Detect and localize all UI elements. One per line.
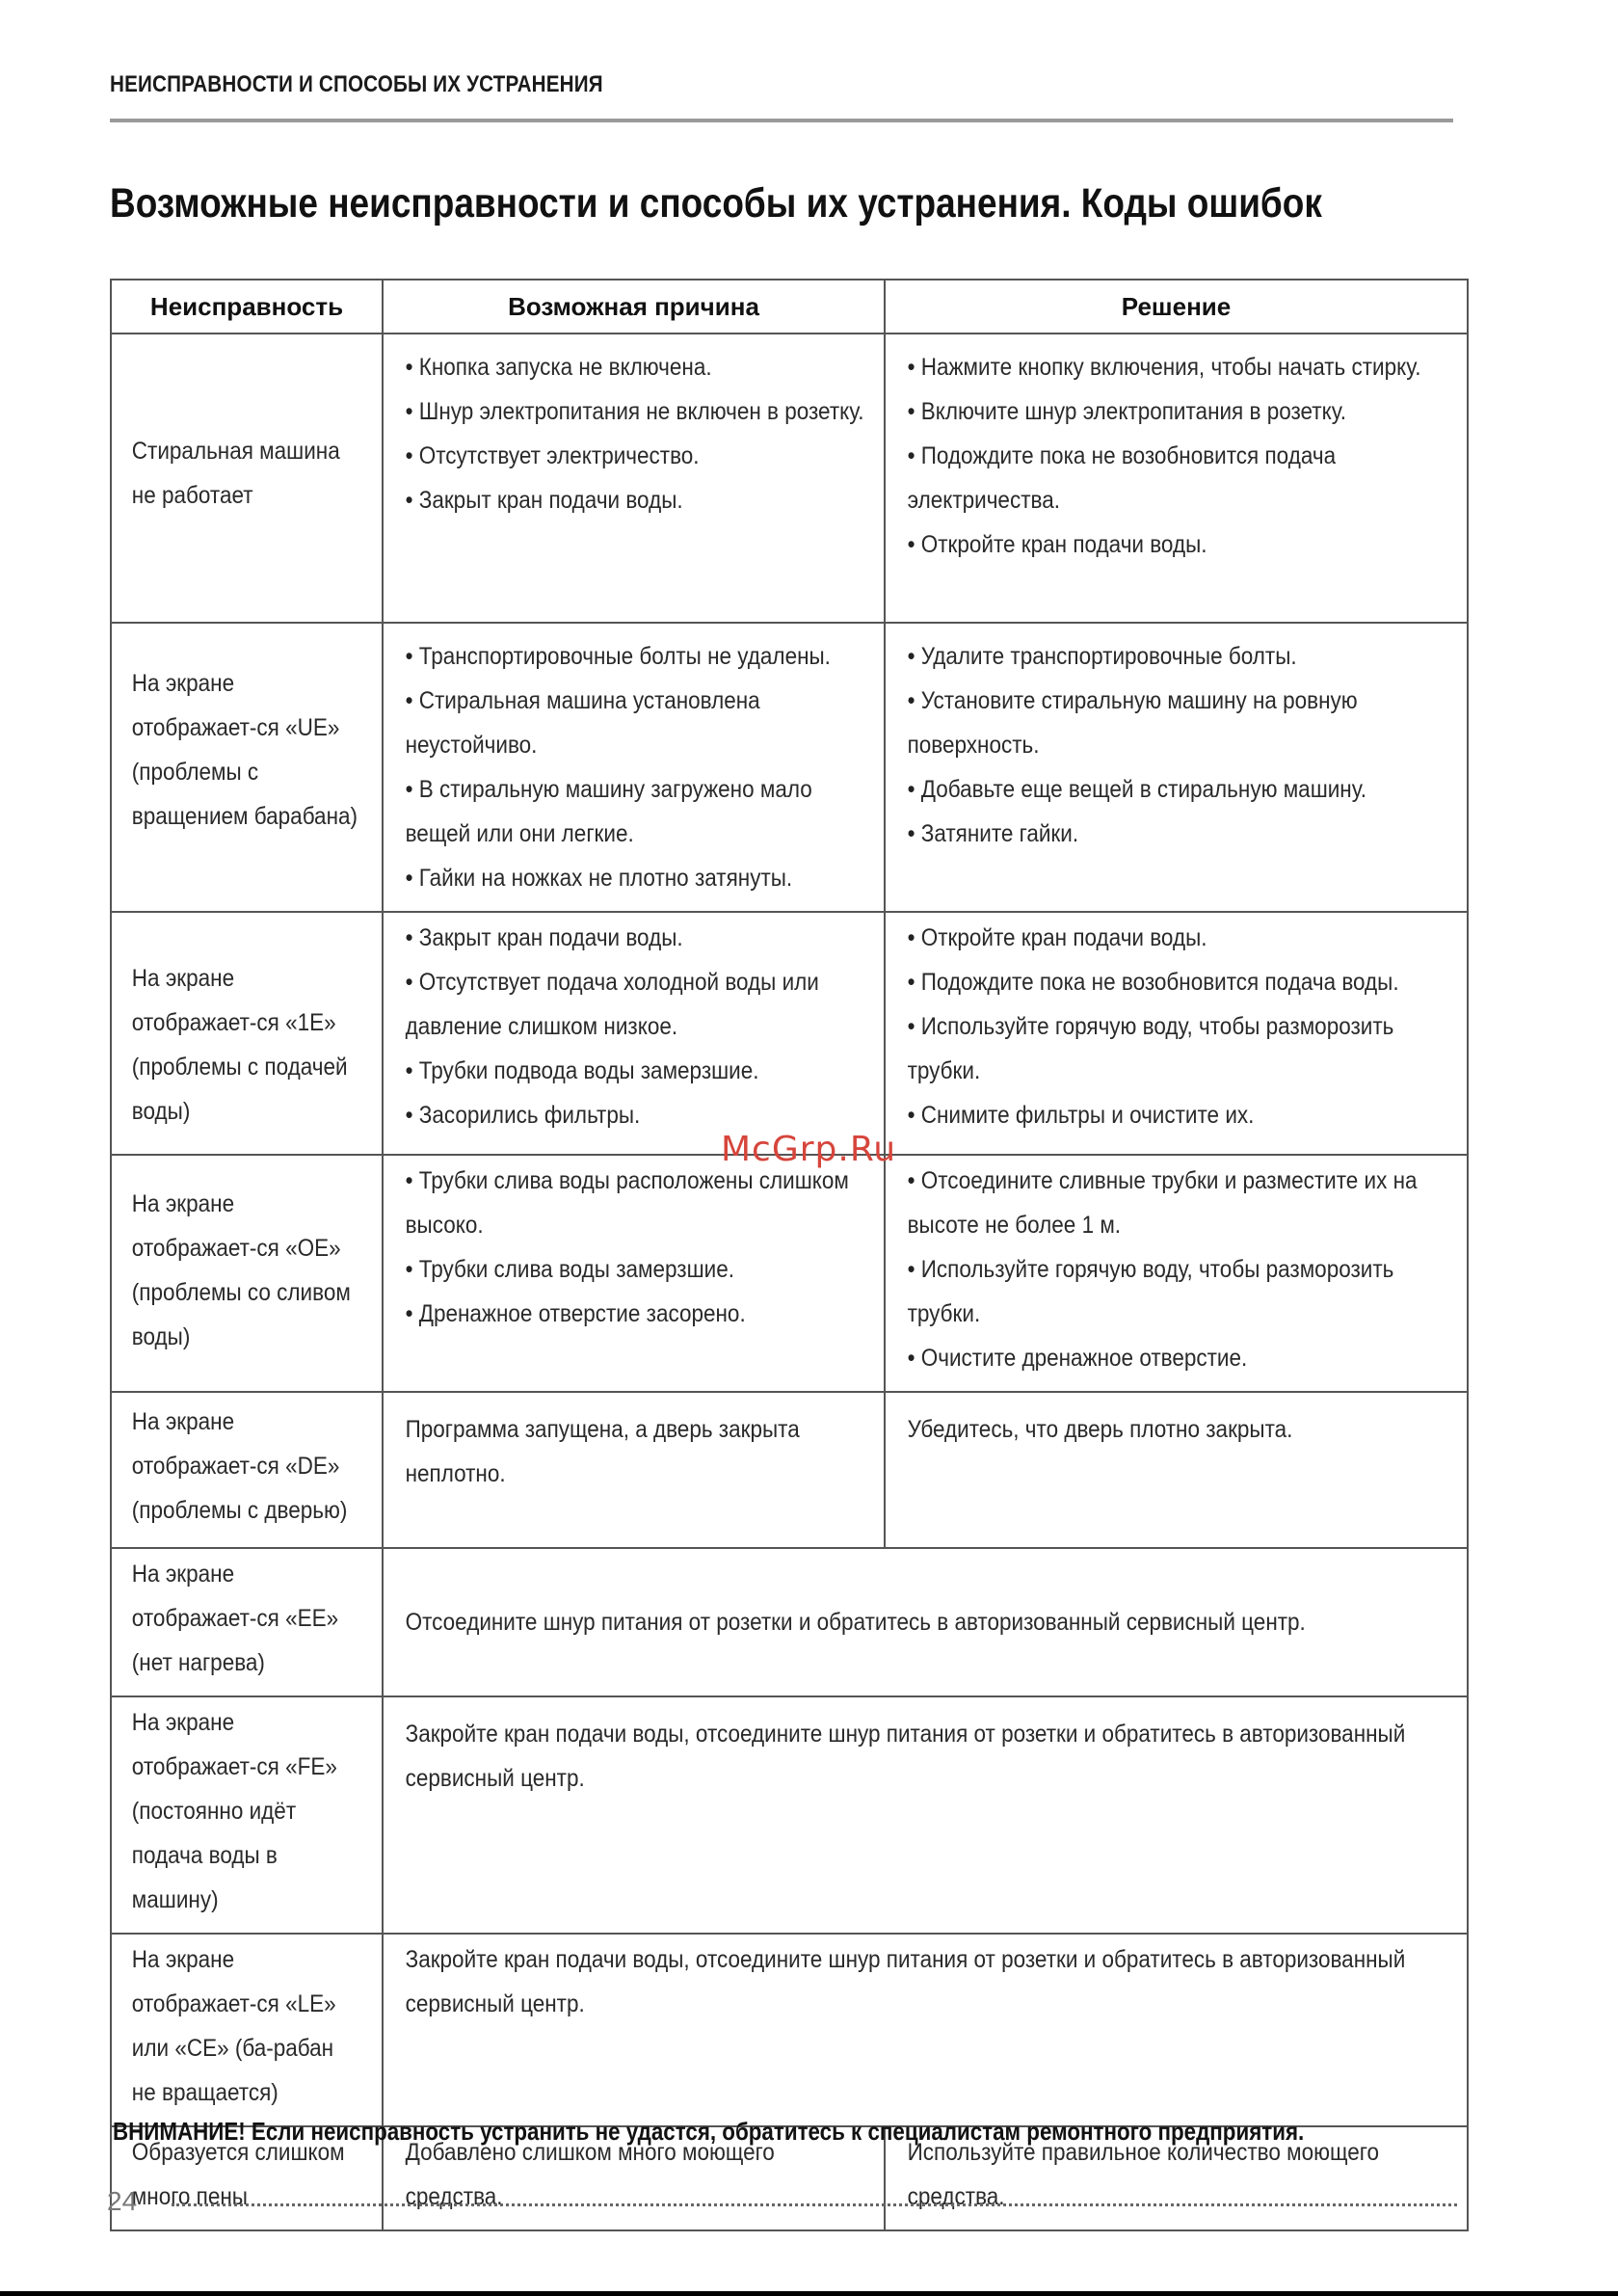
page-title: Возможные неисправности и способы их устранения. Коды ошибок <box>110 180 1322 227</box>
cause-cell <box>383 623 885 912</box>
solution-item: • Используйте горячую воду, чтобы разморозить трубки. <box>908 1247 1448 1336</box>
footer-dotted-line <box>172 2203 1457 2206</box>
table-row <box>111 1548 1468 1696</box>
fault-cell <box>111 912 383 1155</box>
solution-cell <box>885 334 1468 623</box>
fault-cell <box>111 1548 383 1696</box>
solution-cell <box>885 1392 1468 1548</box>
solution-cell <box>885 623 1468 912</box>
cause-item: • Отсутствует подача холодной воды или давление слишком низкое. <box>406 960 865 1049</box>
solution-text: Используйте правильное количество моющего средства. <box>907 2139 1379 2210</box>
cause-item: • Засорились фильтры. <box>406 1093 865 1137</box>
cause-text: Добавлено слишком много моющего средства. <box>405 2139 775 2210</box>
cause-item: • Трубки слива воды замерзшие. <box>406 1247 865 1292</box>
cause-item: • Закрыт кран подачи воды. <box>406 478 865 522</box>
fault-text: На экране отображает-ся «OE» (проблемы со сливом воды) <box>131 1190 351 1350</box>
page-number: 24 <box>107 2186 138 2216</box>
merged-text: Отсоедините шнур питания от розетки и обратитесь в авторизованный сервисный центр. <box>405 1609 1306 1636</box>
troubleshooting-table <box>110 279 1469 2231</box>
cause-text: Программа запущена, а дверь закрыта неплотно. <box>405 1416 800 1487</box>
solution-item: • Очистите дренажное отверстие. <box>908 1336 1448 1380</box>
merged-solution-cell <box>383 1548 1468 1696</box>
solution-item: • Отсоедините сливные трубки и разместите их на высоте не более 1 м. <box>908 1159 1448 1247</box>
solution-cell <box>885 912 1468 1155</box>
cause-item: • Трубки слива воды расположены слишком высоко. <box>406 1159 865 1247</box>
bottom-edge-bar <box>0 2291 1618 2296</box>
merged-text: Закройте кран подачи воды, отсоедините шнур питания от розетки и обратитесь в авторизованный сервисный центр. <box>405 1721 1406 1792</box>
cause-item: • В стиральную машину загружено мало вещей или они легкие. <box>406 767 865 856</box>
cause-item: • Транспортировочные болты не удалены. <box>406 634 865 679</box>
fault-text: На экране отображает-ся «EE» (нет нагрева) <box>131 1561 339 1676</box>
warning-note: ВНИМАНИЕ! Если неисправность устранить не удастся, обратитесь к специалистам ремонтного предприятия. <box>113 2117 1305 2146</box>
fault-text: На экране отображает-ся «UE» (проблемы с вращением барабана) <box>131 670 358 830</box>
merged-solution-cell <box>383 1696 1468 1934</box>
merged-text: Закройте кран подачи воды, отсоедините шнур питания от розетки и обратитесь в авторизованный сервисный центр. <box>405 1946 1406 2017</box>
solution-item: • Снимите фильтры и очистите их. <box>908 1093 1448 1137</box>
fault-text: На экране отображает-ся «DE» (проблемы с дверью) <box>131 1408 348 1524</box>
solution-item: • Подождите пока не возобновится подача воды. <box>908 960 1448 1004</box>
fault-cell <box>111 1696 383 1934</box>
cause-item: • Трубки подвода воды замерзшие. <box>406 1049 865 1093</box>
fault-cell <box>111 623 383 912</box>
solution-item: • Затяните гайки. <box>908 812 1448 856</box>
merged-solution-cell <box>383 1934 1468 2126</box>
cause-item: • Отсутствует электричество. <box>406 434 865 478</box>
cause-cell <box>383 1155 885 1392</box>
solution-item: • Нажмите кнопку включения, чтобы начать стирку. <box>908 345 1448 389</box>
solution-item: • Используйте горячую воду, чтобы разморозить трубки. <box>908 1004 1448 1093</box>
solution-text: Убедитесь, что дверь плотно закрыта. <box>907 1416 1293 1443</box>
column-header-solution: Решение <box>885 280 1468 334</box>
table-row <box>111 623 1468 912</box>
watermark: McGrp.Ru <box>721 1130 897 1169</box>
solution-item: • Подождите пока не возобновится подача электричества. <box>908 434 1448 522</box>
cause-cell <box>383 912 885 1155</box>
fault-cell <box>111 1392 383 1548</box>
solution-item: • Установите стиральную машину на ровную поверхность. <box>908 679 1448 767</box>
cause-item: • Стиральная машина установлена неустойчиво. <box>406 679 865 767</box>
cause-item: • Шнур электропитания не включен в розетку. <box>406 389 865 434</box>
fault-cell <box>111 334 383 623</box>
header-divider <box>110 119 1453 122</box>
fault-text: Стиральная машина не работает <box>131 438 340 509</box>
fault-text: На экране отображает-ся «1E» (проблемы с подачей воды) <box>131 965 348 1125</box>
table-row <box>111 1696 1468 1934</box>
table-row <box>111 912 1468 1155</box>
table-header-row <box>111 280 1468 334</box>
solution-item: • Удалите транспортировочные болты. <box>908 634 1448 679</box>
section-header: НЕИСПРАВНОСТИ И СПОСОБЫ ИХ УСТРАНЕНИЯ <box>110 71 603 97</box>
column-header-fault: Неисправность <box>111 280 383 334</box>
cause-item: • Гайки на ножках не плотно затянуты. <box>406 856 865 900</box>
cause-item: • Кнопка запуска не включена. <box>406 345 865 389</box>
fault-text: На экране отображает-ся «LE» или «CE» (ба-рабан не вращается) <box>131 1946 336 2106</box>
cause-item: • Дренажное отверстие засорено. <box>406 1292 865 1336</box>
cause-cell <box>383 1392 885 1548</box>
fault-cell <box>111 1934 383 2126</box>
column-header-cause: Возможная причина <box>383 280 885 334</box>
solution-cell <box>885 1155 1468 1392</box>
cause-cell <box>383 334 885 623</box>
solution-item: • Включите шнур электропитания в розетку. <box>908 389 1448 434</box>
table-row <box>111 1155 1468 1392</box>
fault-cell <box>111 1155 383 1392</box>
solution-item: • Откройте кран подачи воды. <box>908 916 1448 960</box>
cause-item: • Закрыт кран подачи воды. <box>406 916 865 960</box>
fault-text: Образуется слишком много пены <box>131 2139 345 2210</box>
table-row <box>111 1934 1468 2126</box>
fault-text: На экране отображает-ся «FE» (постоянно идёт подача воды в машину) <box>131 1709 337 1913</box>
table-row <box>111 1392 1468 1548</box>
solution-item: • Добавьте еще вещей в стиральную машину. <box>908 767 1448 812</box>
table-row <box>111 334 1468 623</box>
solution-item: • Откройте кран подачи воды. <box>908 522 1448 567</box>
